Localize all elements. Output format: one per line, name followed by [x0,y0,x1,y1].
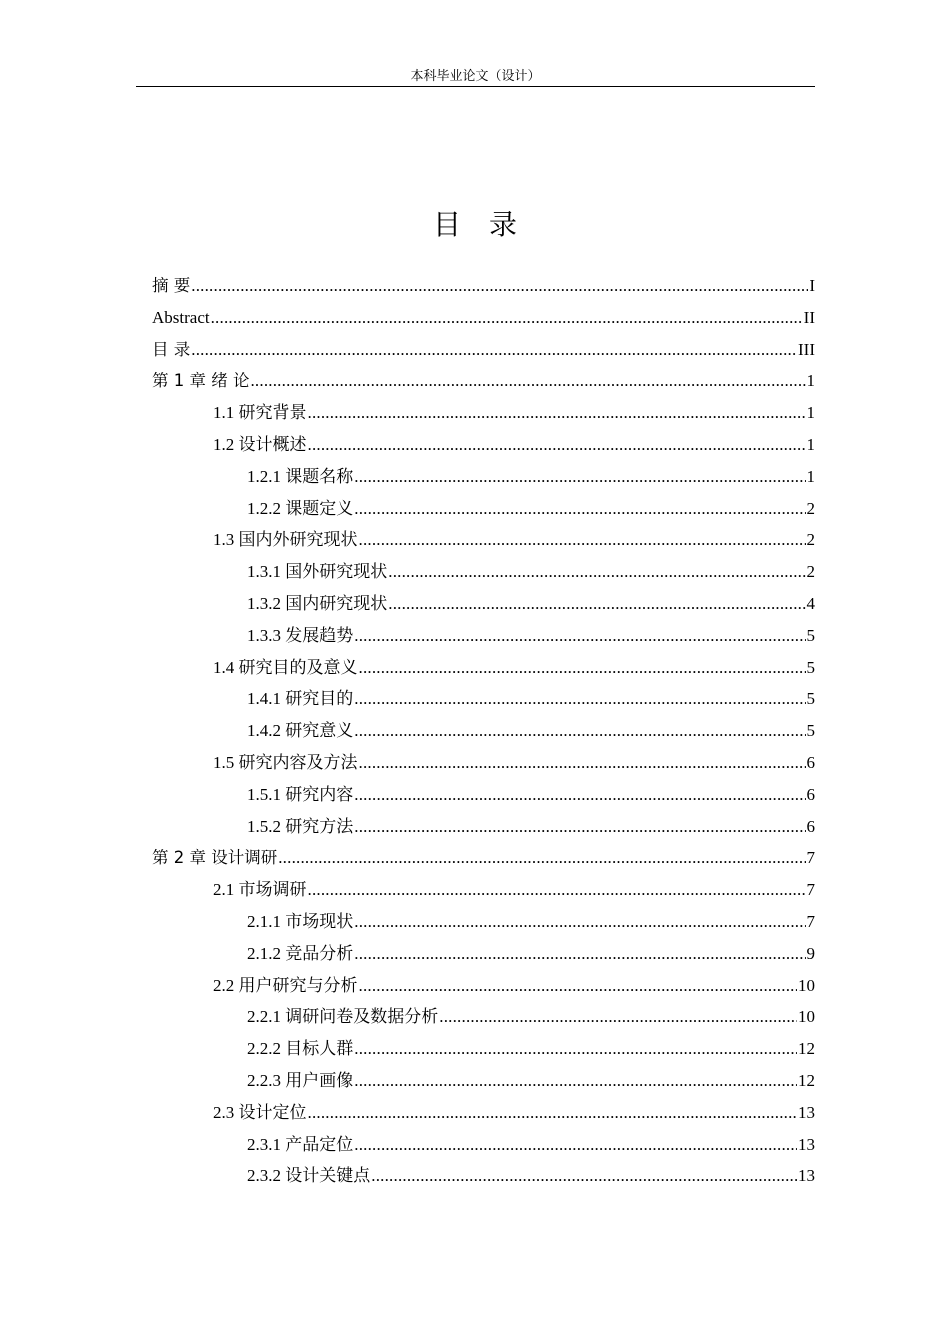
toc-entry-page: 5 [806,625,815,645]
toc-leader-dots [308,874,806,906]
toc-entry-page: 7 [806,848,815,868]
toc-entry[interactable] [152,620,815,652]
toc-entry-page: 10 [798,975,815,995]
toc-entry[interactable] [152,429,815,461]
toc-leader-dots [354,715,805,747]
toc-leader-dots [354,906,805,938]
toc-entry[interactable] [152,1001,815,1033]
toc-entry-page: 13 [798,1102,815,1122]
toc-leader-dots [359,652,806,684]
toc-leader-dots [439,1001,797,1033]
toc-entry-page: 10 [798,1007,815,1027]
toc-entry-page: 4 [806,593,815,613]
toc-entry-label: 1.3.1 国外研究现状 [247,562,388,582]
toc-entry-page: 5 [806,721,815,741]
toc-leader-dots [354,620,805,652]
toc-entry[interactable] [152,1129,815,1161]
toc-entry-page: 9 [806,943,815,963]
toc-leader-dots [388,556,805,588]
toc-entry[interactable] [152,365,815,397]
toc-entry-label: 1.1 研究背景 [213,403,307,423]
toc-entry[interactable] [152,874,815,906]
toc-leader-dots [191,270,808,302]
toc-entry[interactable] [152,1160,815,1192]
toc-entry-page: 6 [806,784,815,804]
toc-entry-label: 1.3.3 发展趋势 [247,625,354,645]
toc-leader-dots [308,397,806,429]
toc-entry[interactable] [152,747,815,779]
toc-entry-label: 1.2 设计概述 [213,434,307,454]
toc-entry[interactable] [152,1065,815,1097]
toc-entry-label: 2.3.1 产品定位 [247,1134,354,1154]
toc-entry[interactable] [152,270,815,302]
toc-entry[interactable] [152,715,815,747]
toc-leader-dots [354,1129,797,1161]
toc-leader-dots [359,747,806,779]
toc-entry-label: 1.5.2 研究方法 [247,816,354,836]
toc-entry-page: 1 [806,371,815,391]
header-text: 本科毕业论文（设计） [410,68,541,83]
toc-entry-label: 1.3 国内外研究现状 [213,530,358,550]
toc-entry[interactable] [152,1033,815,1065]
toc-leader-dots [354,683,805,715]
toc-entry[interactable] [152,779,815,811]
toc-leader-dots [359,524,806,556]
toc-entry-page: 7 [806,880,815,900]
toc-entry-page: 5 [806,689,815,709]
toc-entry[interactable] [152,906,815,938]
toc-entry-label: 第 2 章 设计调研 [152,848,278,868]
toc-entry-label: 1.4.1 研究目的 [247,689,354,709]
toc-leader-dots [278,842,805,874]
toc-entry[interactable] [152,1097,815,1129]
toc-entry-label: 2.1 市场调研 [213,880,307,900]
toc-entry-label: 2.2.1 调研问卷及数据分析 [247,1007,439,1027]
toc-leader-dots [354,1065,797,1097]
toc-leader-dots [211,302,803,334]
toc-entry-page: 1 [806,466,815,486]
toc-entry-label: 1.5 研究内容及方法 [213,752,358,772]
toc-leader-dots [191,334,797,366]
toc-entry-label: 2.1.2 竞品分析 [247,943,354,963]
toc-entry-page: 2 [806,498,815,518]
toc-entry[interactable] [152,588,815,620]
toc-entry-page: 6 [806,752,815,772]
toc-entry[interactable] [152,811,815,843]
toc-entry-page: 5 [806,657,815,677]
toc-entry-label: 2.2.2 目标人群 [247,1039,354,1059]
toc-entry-page: 13 [798,1166,815,1186]
toc-entry[interactable] [152,842,815,874]
toc-entry[interactable] [152,493,815,525]
toc-leader-dots [354,779,805,811]
toc-entry-label: 2.2.3 用户画像 [247,1070,354,1090]
toc-entry[interactable] [152,652,815,684]
toc-entry-label: Abstract [152,307,210,327]
toc-entry-label: 1.4 研究目的及意义 [213,657,358,677]
toc-entry[interactable] [152,970,815,1002]
toc-leader-dots [250,365,805,397]
toc-leader-dots [354,461,805,493]
toc-entry-page: I [809,276,815,295]
toc-entry-label: 1.4.2 研究意义 [247,721,354,741]
toc-entry-label: 1.2.2 课题定义 [247,498,354,518]
toc-entry-label: 2.2 用户研究与分析 [213,975,358,995]
toc-entry[interactable] [152,556,815,588]
toc-leader-dots [388,588,805,620]
toc-entry-label: 目 录 [152,339,191,359]
toc-entry-page: 1 [806,403,815,423]
page-title: 目录 [432,208,545,241]
toc-leader-dots [354,1033,797,1065]
toc-entry-page: III [798,339,815,359]
toc-leader-dots [308,429,806,461]
table-of-contents [152,270,815,1192]
toc-entry-label: 1.3.2 国内研究现状 [247,593,388,613]
toc-entry[interactable] [152,334,815,366]
toc-entry-page: 2 [806,562,815,582]
toc-entry[interactable] [152,461,815,493]
toc-entry-page: 6 [806,816,815,836]
toc-entry-page: 12 [798,1039,815,1059]
toc-leader-dots [354,493,805,525]
toc-entry-label: 第 1 章 绪 论 [152,371,250,391]
toc-entry-page: 7 [806,911,815,931]
toc-entry-label: 2.3 设计定位 [213,1102,307,1122]
toc-entry-label: 1.2.1 课题名称 [247,466,354,486]
toc-entry-page: 1 [806,434,815,454]
toc-leader-dots [354,938,805,970]
toc-entry[interactable] [152,302,815,334]
toc-entry-page: 13 [798,1134,815,1154]
page-header [136,66,815,87]
toc-entry[interactable] [152,397,815,429]
toc-entry-label: 2.1.1 市场现状 [247,911,354,931]
toc-entry-page: 12 [798,1070,815,1090]
toc-entry-label: 1.5.1 研究内容 [247,784,354,804]
toc-entry-page: 2 [806,530,815,550]
toc-leader-dots [371,1160,797,1192]
toc-entry[interactable] [152,938,815,970]
toc-leader-dots [308,1097,798,1129]
toc-entry[interactable] [152,683,815,715]
toc-entry-page: II [803,307,815,327]
toc-entry-label: 摘 要 [152,276,191,295]
toc-entry[interactable] [152,524,815,556]
toc-entry-label: 2.3.2 设计关键点 [247,1166,371,1186]
toc-leader-dots [359,970,798,1002]
toc-leader-dots [354,811,805,843]
